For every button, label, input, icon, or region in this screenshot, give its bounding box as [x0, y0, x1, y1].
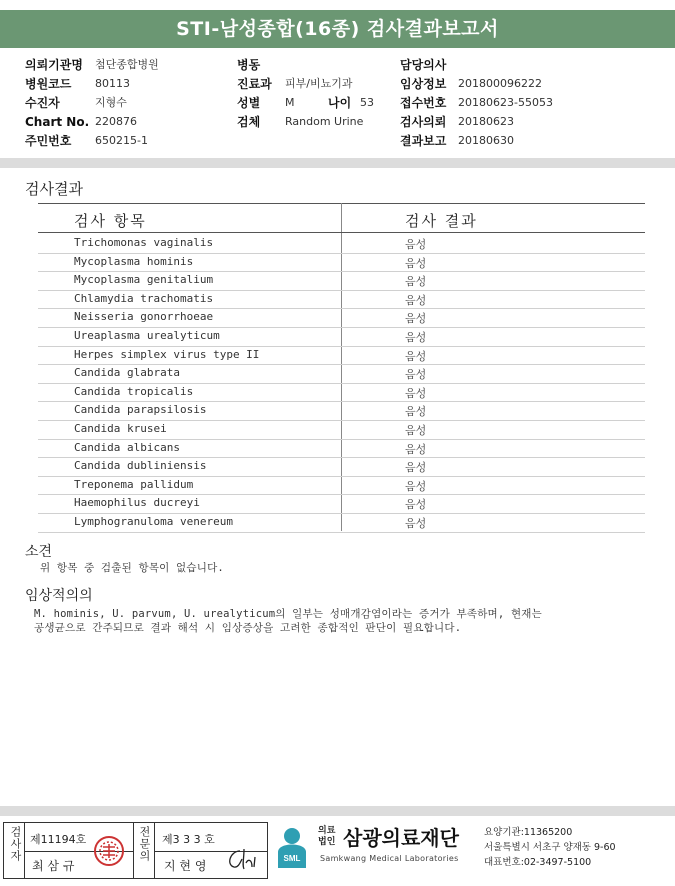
sml-logo-text: SML	[283, 854, 301, 863]
test-item-name: Candida tropicalis	[74, 384, 194, 398]
dept-value: 피부/비뇨기과	[285, 77, 353, 90]
test-item-name: Mycoplasma genitalium	[74, 273, 214, 287]
table-row	[38, 420, 645, 440]
age-label: 나이	[328, 96, 352, 110]
test-result: 음성	[405, 479, 427, 493]
findings-title: 소견	[25, 544, 53, 560]
test-result: 음성	[405, 442, 427, 456]
table-header-rule	[38, 232, 645, 233]
specialist-label: 전문의	[138, 826, 151, 862]
test-result: 음성	[405, 349, 427, 363]
tester-name: 최 삼 규	[32, 859, 75, 873]
table-row	[38, 383, 645, 403]
patient-label: 수진자	[25, 96, 60, 110]
footer	[0, 818, 675, 882]
test-result: 음성	[405, 405, 427, 419]
test-result: 음성	[405, 498, 427, 512]
table-row	[38, 346, 645, 366]
tester-number: 제11194호	[30, 833, 87, 846]
chart-value: 220876	[95, 115, 137, 128]
test-item-name: Herpes simplex virus type II	[74, 347, 260, 361]
patient-value: 지형수	[95, 96, 127, 109]
divider-band	[0, 158, 675, 168]
table-row	[38, 364, 645, 384]
test-result: 음성	[405, 293, 427, 307]
test-result: 음성	[405, 275, 427, 289]
accession-value: 20180623-55053	[458, 96, 553, 109]
test-item-name: Mycoplasma hominis	[74, 254, 194, 268]
signature-icon	[222, 845, 262, 873]
specimen-label: 검체	[237, 115, 261, 129]
rrn-label: 주민번호	[25, 134, 72, 148]
specimen-value: Random Urine	[285, 115, 364, 128]
test-item-name: Candida albicans	[74, 440, 180, 454]
findings-text: 위 항목 중 검출된 항목이 없습니다.	[40, 562, 224, 574]
ward-label: 병동	[237, 58, 261, 72]
table-row	[38, 308, 645, 328]
test-item-name: Candida dubliniensis	[74, 459, 207, 473]
table-row	[38, 457, 645, 477]
test-item-name: Neisseria gonorrhoeae	[74, 310, 214, 324]
sml-logo-icon	[272, 824, 316, 872]
test-item-name: Candida krusei	[74, 422, 167, 435]
org-english-name: Samkwang Medical Laboratories	[320, 854, 459, 863]
org-type: 의료법인	[318, 826, 336, 847]
seal-icon	[93, 835, 125, 867]
test-item-name: Trichomonas vaginalis	[74, 236, 214, 249]
code-label: 병원코드	[25, 77, 72, 91]
org-name: 삼광의료재단	[343, 826, 459, 850]
requested-label: 검사의뢰	[400, 115, 447, 129]
table-row	[38, 327, 645, 347]
sex-label: 성별	[237, 96, 261, 110]
test-result: 음성	[405, 461, 427, 475]
hospital-label: 의뢰기관명	[25, 58, 83, 72]
requested-value: 20180623	[458, 115, 514, 128]
table-row	[38, 401, 645, 421]
report-title: STI-남성종합(16종) 검사결과보고서	[0, 10, 675, 48]
clinical-significance-title: 임상적의의	[25, 588, 93, 604]
specialist-name: 지 현 영	[164, 859, 207, 873]
age-value: 53	[360, 96, 374, 109]
clinical-row	[0, 74, 675, 94]
test-result: 음성	[405, 238, 427, 251]
col-header-result: 검사 결과	[405, 212, 478, 230]
test-item-name: Treponema pallidum	[74, 477, 194, 491]
test-result: 음성	[405, 312, 427, 326]
test-result: 음성	[405, 517, 427, 530]
clinical-significance-line1: M. hominis, U. parvum, U. urealyticum의 일부는 성매개감염이라는 증거가 부족하며, 현재는	[34, 608, 542, 620]
org-phone: 대표번호:02-3497-5100	[484, 857, 592, 868]
test-result: 음성	[405, 331, 427, 344]
accession-row	[0, 93, 675, 113]
org-address: 서울특별시 서초구 양재동 9-60	[484, 842, 616, 853]
requested-row	[0, 112, 675, 132]
specialist-number: 제3 3 3 호	[162, 833, 215, 846]
test-item-name: Candida glabrata	[74, 366, 180, 380]
code-value: 80113	[95, 77, 130, 90]
test-result: 음성	[405, 424, 427, 437]
test-result: 음성	[405, 386, 427, 400]
patient-info-header	[0, 55, 675, 155]
reported-row	[0, 131, 675, 151]
test-item-name: Candida parapsilosis	[74, 403, 207, 417]
reported-label: 결과보고	[400, 134, 447, 148]
table-row	[38, 290, 645, 310]
table-row	[38, 439, 645, 459]
signature-box	[3, 822, 268, 879]
doctor-label: 담당의사	[400, 58, 447, 72]
reported-value: 20180630	[458, 134, 514, 147]
rrn-value: 650215-1	[95, 134, 148, 147]
institution-code: 요양기관:11365200	[484, 827, 573, 838]
test-item-name: Ureaplasma urealyticum	[74, 329, 220, 342]
doctor-row	[0, 55, 675, 75]
table-row	[38, 271, 645, 291]
col-header-item: 검사 항목	[74, 212, 147, 230]
tester-label: 검사자	[9, 826, 22, 862]
test-result: 음성	[405, 368, 427, 382]
table-row	[38, 513, 645, 533]
test-item-name: Chlamydia trachomatis	[74, 291, 214, 305]
clinical-label: 임상정보	[400, 77, 447, 91]
clinical-significance-line2: 공생균으로 간주되므로 결과 해석 시 임상증상을 고려한 종합적인 판단이 필요합니다.	[34, 622, 462, 634]
results-title: 검사결과	[25, 180, 83, 198]
hospital-value: 첨단종합병원	[95, 58, 159, 71]
test-item-name: Haemophilus ducreyi	[74, 496, 200, 510]
sig-divider-2	[133, 823, 134, 878]
clinical-value: 201800096222	[458, 77, 542, 90]
chart-label: Chart No.	[25, 115, 90, 129]
footer-divider-band	[0, 806, 675, 816]
table-row	[38, 476, 645, 496]
sex-value: M	[285, 96, 295, 109]
test-result: 음성	[405, 256, 427, 270]
table-row	[38, 494, 645, 514]
test-item-name: Lymphogranuloma venereum	[74, 515, 233, 528]
dept-label: 진료과	[237, 77, 272, 91]
table-row	[38, 234, 645, 254]
table-row	[38, 253, 645, 273]
accession-label: 접수번호	[400, 96, 447, 110]
